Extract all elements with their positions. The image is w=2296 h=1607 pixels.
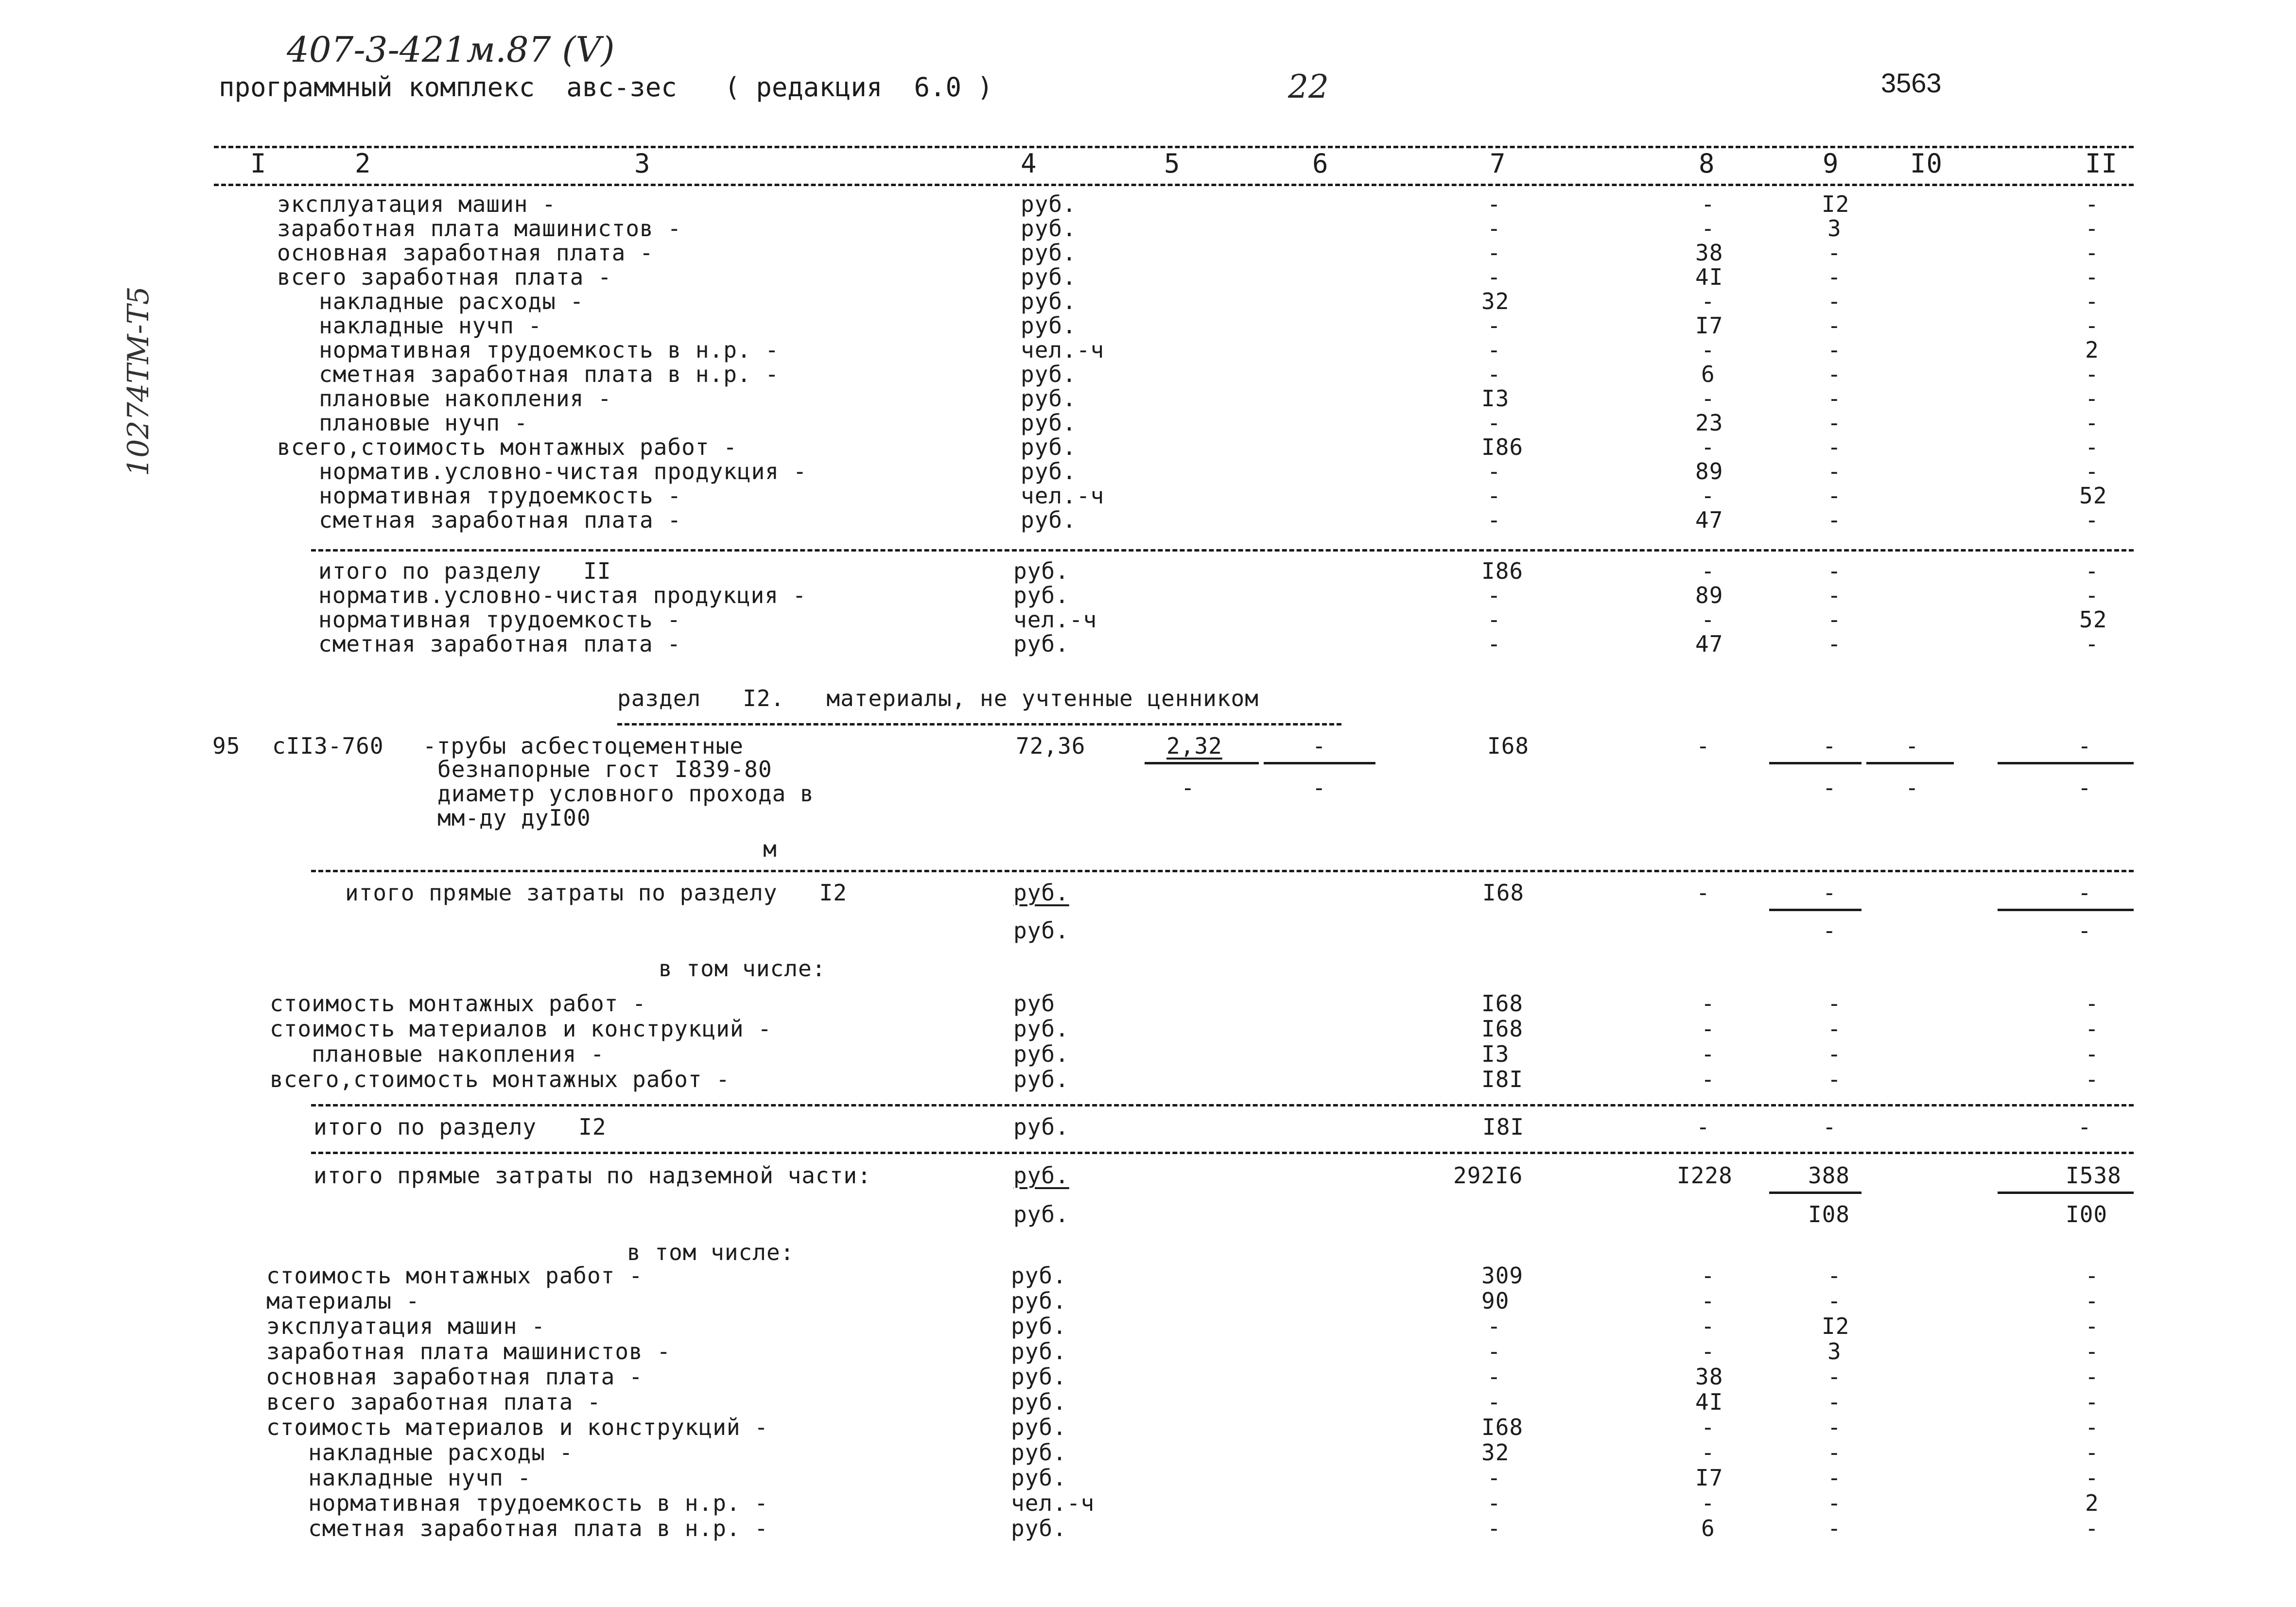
og-cell-c7: 309: [1481, 1262, 1524, 1289]
section-12-direct-unit: руб.: [1013, 880, 1069, 906]
og-cell-c11: -: [2085, 1515, 2099, 1541]
block2-cell-c8: -: [1701, 606, 1715, 633]
block1-cell-label: плановые накопления -: [277, 385, 612, 412]
s12-cell-label: плановые накопления -: [270, 1041, 605, 1067]
og-cell-label: стоимость монтажных работ -: [266, 1262, 643, 1289]
block1-cell-label: нормативная трудоемкость в н.р. -: [277, 337, 779, 363]
s12-cell-label: стоимость материалов и конструкций -: [270, 1016, 772, 1042]
block1-cell-c9: -: [1827, 434, 1842, 460]
block1-cell-label: заработная плата машинистов -: [277, 215, 682, 242]
og-cell-c7: -: [1487, 1490, 1501, 1516]
block1-cell-unit: руб.: [1021, 410, 1077, 436]
og-cell-c9: -: [1827, 1414, 1842, 1440]
block2-cell-label: сметная заработная плата -: [318, 631, 681, 657]
item-code: сII3-760: [272, 733, 384, 759]
overground-unit2: руб.: [1013, 1201, 1069, 1227]
side-mark: 10274ТМ-Т5: [122, 286, 156, 476]
block2-cell-c9: -: [1827, 631, 1842, 657]
block1-cell-c8: 4I: [1695, 264, 1723, 290]
block1-cell-unit: руб.: [1021, 264, 1077, 290]
og-cell-label: нормативная трудоемкость в н.р. -: [266, 1490, 768, 1516]
item-c9-sub: -: [1823, 775, 1837, 801]
column-header-6: 6: [1312, 148, 1329, 179]
block1-cell-c11: -: [2085, 191, 2099, 217]
og-cell-label: стоимость материалов и конструкций -: [266, 1414, 768, 1440]
block1-cell-unit: руб.: [1021, 385, 1077, 412]
block1-cell-c7: -: [1487, 410, 1501, 436]
og-cell-c8: -: [1701, 1439, 1715, 1466]
section-12-total-unit: руб.: [1013, 1114, 1069, 1140]
og-cell-unit: руб.: [1011, 1465, 1067, 1491]
section-12-direct-c9-sub: -: [1823, 917, 1837, 944]
block1-cell-label: накладные нучп -: [277, 312, 542, 339]
section-12-direct-unit2: руб.: [1013, 917, 1069, 944]
og-cell-unit: руб.: [1011, 1414, 1067, 1440]
og-cell-c7: -: [1487, 1465, 1501, 1491]
og-cell-unit: руб.: [1011, 1338, 1067, 1365]
block2-cell-c8: -: [1701, 558, 1715, 584]
section-12-total-label: итого по разделу I2: [313, 1114, 607, 1140]
block1-cell-unit: чел.-ч: [1021, 337, 1105, 363]
block1-cell-c7: I3: [1481, 385, 1510, 412]
table-header-rule: [214, 184, 2134, 186]
og-cell-c11: -: [2085, 1389, 2099, 1415]
s12-cell-c9: -: [1827, 1016, 1842, 1042]
s12-cell-unit: руб.: [1013, 1066, 1069, 1092]
block2-cell-c11: -: [2085, 582, 2099, 608]
column-header-4: 4: [1021, 148, 1037, 179]
og-cell-label: основная заработная плата -: [266, 1364, 643, 1390]
s12-cell-unit: руб.: [1013, 1016, 1069, 1042]
block1-cell-c11: -: [2085, 215, 2099, 242]
block2-cell-label: норматив.условно-чистая продукция -: [318, 582, 807, 608]
item-desc-3: диаметр условного прохода в: [437, 780, 814, 807]
block1-cell-unit: чел.-ч: [1021, 483, 1105, 509]
block2-cell-unit: руб.: [1013, 631, 1069, 657]
item-c9: -: [1823, 733, 1837, 759]
block1-cell-unit: руб.: [1021, 312, 1077, 339]
block1-cell-c8: 6: [1701, 361, 1715, 387]
block2-cell-label: итого по разделу II: [318, 558, 611, 584]
og-cell-c9: -: [1827, 1490, 1842, 1516]
og-cell-unit: чел.-ч: [1011, 1490, 1095, 1516]
section-12-title: раздел I2. материалы, не учтенные ценником: [617, 685, 1259, 711]
block1-cell-c8: 23: [1695, 410, 1723, 436]
og-cell-c7: I68: [1481, 1414, 1524, 1440]
block1-cell-c9: -: [1827, 385, 1842, 412]
block2-cell-c11: 52: [2079, 606, 2107, 633]
block1-cell-c11: -: [2085, 385, 2099, 412]
section-12-direct-c8: -: [1696, 880, 1710, 906]
s12-cell-c8: -: [1701, 990, 1715, 1017]
block1-cell-c9: -: [1827, 264, 1842, 290]
block1-cell-c7: -: [1487, 240, 1501, 266]
block1-cell-unit: руб.: [1021, 361, 1077, 387]
og-cell-c8: -: [1701, 1262, 1715, 1289]
og-cell-label: сметная заработная плата в н.р. -: [266, 1515, 768, 1541]
block1-cell-unit: руб.: [1021, 191, 1077, 217]
overground-c11-rule: [1998, 1192, 2134, 1194]
block1-cell-unit: руб.: [1021, 215, 1077, 242]
block1-cell-c9: -: [1827, 240, 1842, 266]
s12-cell-c9: -: [1827, 990, 1842, 1017]
block1-cell-c8: -: [1701, 337, 1715, 363]
block2-cell-label: нормативная трудоемкость -: [318, 606, 681, 633]
block1-cell-c8: 89: [1695, 458, 1723, 484]
item-c11: -: [2078, 733, 2092, 759]
og-cell-c9: -: [1827, 1515, 1842, 1541]
block1-cell-c8: -: [1701, 483, 1715, 509]
block2-cell-c7: -: [1487, 606, 1501, 633]
og-cell-c11: -: [2085, 1262, 2099, 1289]
block1-cell-label: нормативная трудоемкость -: [277, 483, 682, 509]
program-title: программный комплекс авс-зес ( редакция 6.0 ): [219, 72, 993, 103]
section-12-title-rule: [617, 723, 1341, 726]
block2-cell-unit: руб.: [1013, 558, 1069, 584]
og-cell-c11: 2: [2085, 1490, 2099, 1516]
item-c10-sub: -: [1905, 775, 1919, 801]
block1-cell-c8: I7: [1695, 312, 1723, 339]
og-cell-label: всего заработная плата -: [266, 1389, 601, 1415]
block2-cell-c7: -: [1487, 631, 1501, 657]
block1-cell-label: норматив.условно-чистая продукция -: [277, 458, 807, 484]
og-cell-unit: руб.: [1011, 1439, 1067, 1466]
og-cell-unit: руб.: [1011, 1313, 1067, 1339]
block1-cell-c9: I2: [1822, 191, 1850, 217]
block1-cell-c11: -: [2085, 361, 2099, 387]
column-header-11: II: [2085, 148, 2118, 179]
column-header-10: I0: [1910, 148, 1943, 179]
section-12-total-c7: I8I: [1482, 1114, 1525, 1140]
block2-cell-c7: -: [1487, 582, 1501, 608]
og-cell-c11: -: [2085, 1439, 2099, 1466]
og-cell-c8: 6: [1701, 1515, 1715, 1541]
item-number: 95: [212, 733, 241, 759]
column-header-5: 5: [1164, 148, 1181, 179]
block2-cell-c8: 89: [1695, 582, 1723, 608]
block1-cell-c9: -: [1827, 288, 1842, 314]
block1-cell-c11: -: [2085, 507, 2099, 533]
item-c6: -: [1312, 733, 1326, 759]
block2-cell-c8: 47: [1695, 631, 1723, 657]
block1-cell-label: сметная заработная плата в н.р. -: [277, 361, 779, 387]
block1-cell-c11: -: [2085, 240, 2099, 266]
block1-cell-c11: 2: [2085, 337, 2099, 363]
block2-cell-c9: -: [1827, 558, 1842, 584]
section-12-direct-c9-rule: [1769, 909, 1861, 911]
block1-cell-c8: -: [1701, 385, 1715, 412]
block1-cell-c11: 52: [2079, 483, 2107, 509]
section-12-total-c8: -: [1696, 1114, 1710, 1140]
block1-cell-c7: -: [1487, 483, 1501, 509]
block1-cell-c7: -: [1487, 312, 1501, 339]
section-12-direct-c11-sub: -: [2078, 917, 2092, 944]
block1-cell-c7: -: [1487, 215, 1501, 242]
og-cell-c11: -: [2085, 1338, 2099, 1365]
og-cell-c7: -: [1487, 1338, 1501, 1365]
block2-cell-c9: -: [1827, 606, 1842, 633]
section-12-direct-c7: I68: [1482, 880, 1525, 906]
s12-cell-c7: I8I: [1481, 1066, 1524, 1092]
overground-incl-label: в том числе:: [627, 1239, 795, 1265]
item-unit-m: м: [763, 836, 777, 862]
block1-cell-c8: -: [1701, 288, 1715, 314]
og-cell-c9: 3: [1827, 1338, 1842, 1365]
og-cell-c7: -: [1487, 1515, 1501, 1541]
s12-cell-c7: I68: [1481, 990, 1524, 1017]
block1-cell-label: всего,стоимость монтажных работ -: [277, 434, 737, 460]
block1-cell-c7: -: [1487, 361, 1501, 387]
block1-cell-c7: I86: [1481, 434, 1524, 460]
og-cell-label: эксплуатация машин -: [266, 1313, 545, 1339]
block1-cell-c8: 47: [1695, 507, 1723, 533]
s12-cell-c8: -: [1701, 1041, 1715, 1067]
block1-cell-c11: -: [2085, 264, 2099, 290]
og-cell-c8: I7: [1695, 1465, 1723, 1491]
block1-cell-c11: -: [2085, 458, 2099, 484]
og-cell-c8: -: [1701, 1313, 1715, 1339]
block1-cell-c9: -: [1827, 361, 1842, 387]
item-c5-rule: [1145, 762, 1259, 764]
s12-cell-c7: I68: [1481, 1016, 1524, 1042]
block1-cell-unit: руб.: [1021, 434, 1077, 460]
section-12-total-c11: -: [2078, 1114, 2092, 1140]
s12-cell-c11: -: [2085, 990, 2099, 1017]
s12-cell-label: всего,стоимость монтажных работ -: [270, 1066, 730, 1092]
section-12-total-c9: -: [1823, 1114, 1837, 1140]
og-cell-c11: -: [2085, 1465, 2099, 1491]
og-cell-c9: -: [1827, 1262, 1842, 1289]
og-cell-c11: -: [2085, 1414, 2099, 1440]
overground-label: итого прямые затраты по надземной части:: [313, 1162, 871, 1189]
column-header-1: I: [250, 148, 267, 179]
item-c7: I68: [1487, 733, 1530, 759]
block1-cell-c8: 38: [1695, 240, 1723, 266]
block1-cell-label: плановые нучп -: [277, 410, 528, 436]
block1-cell-c8: -: [1701, 215, 1715, 242]
column-header-2: 2: [355, 148, 371, 179]
block1-cell-c9: 3: [1827, 215, 1842, 242]
og-cell-c7: -: [1487, 1389, 1501, 1415]
og-cell-c7: -: [1487, 1313, 1501, 1339]
section-12-items-rule: [311, 870, 2134, 872]
s12-cell-c11: -: [2085, 1066, 2099, 1092]
s12-cell-c11: -: [2085, 1041, 2099, 1067]
item-desc-2: безнапорные гост I839-80: [437, 756, 772, 782]
block2-cell-c9: -: [1827, 582, 1842, 608]
og-cell-unit: руб.: [1011, 1389, 1067, 1415]
block1-cell-c7: -: [1487, 337, 1501, 363]
column-header-9: 9: [1823, 148, 1839, 179]
og-cell-unit: руб.: [1011, 1515, 1067, 1541]
column-header-3: 3: [634, 148, 651, 179]
block1-cell-c11: -: [2085, 288, 2099, 314]
s12-cell-c9: -: [1827, 1066, 1842, 1092]
block1-cell-unit: руб.: [1021, 240, 1077, 266]
block1-cell-unit: руб.: [1021, 458, 1077, 484]
og-cell-c8: -: [1701, 1414, 1715, 1440]
item-c11-sub: -: [2078, 775, 2092, 801]
handwritten-code: 407-3-421м.87 (V): [287, 29, 615, 70]
block1-cell-c9: -: [1827, 312, 1842, 339]
block1-cell-c7: 32: [1481, 288, 1510, 314]
block1-cell-label: сметная заработная плата -: [277, 507, 682, 533]
block1-cell-label: всего заработная плата -: [277, 264, 612, 290]
item-c10: -: [1905, 733, 1919, 759]
overground-c9: 388: [1808, 1162, 1850, 1189]
og-cell-c8: -: [1701, 1338, 1715, 1365]
og-cell-c7: 32: [1481, 1439, 1510, 1466]
s12-cell-c11: -: [2085, 1016, 2099, 1042]
overground-c7: 292I6: [1453, 1162, 1523, 1189]
item-c5: 2,32: [1166, 733, 1222, 759]
block1-cell-c9: -: [1827, 410, 1842, 436]
section-12-incl-label: в том числе:: [659, 955, 826, 982]
overground-unit: руб.: [1013, 1162, 1069, 1189]
s12-cell-label: стоимость монтажных работ -: [270, 990, 646, 1017]
block1-cell-c7: -: [1487, 264, 1501, 290]
item-c8: -: [1696, 733, 1710, 759]
s12-cell-unit: руб.: [1013, 1041, 1069, 1067]
section-12-direct-c11-rule: [1998, 909, 2134, 911]
og-cell-label: накладные расходы -: [266, 1439, 574, 1466]
og-cell-c11: -: [2085, 1288, 2099, 1314]
block1-cell-label: эксплуатация машин -: [277, 191, 556, 217]
block1-cell-c9: -: [1827, 507, 1842, 533]
item-desc-1: -трубы асбестоцементные: [423, 733, 744, 759]
og-cell-c8: -: [1701, 1288, 1715, 1314]
overground-c8: I228: [1677, 1162, 1733, 1189]
item-c6-rule: [1264, 762, 1375, 764]
block2-cell-unit: руб.: [1013, 582, 1069, 608]
og-cell-unit: руб.: [1011, 1364, 1067, 1390]
block1-cell-label: основная заработная плата -: [277, 240, 654, 266]
og-cell-c7: 90: [1481, 1288, 1510, 1314]
item-c10-rule: [1866, 762, 1954, 764]
section-12-rows-rule: [311, 1104, 2134, 1106]
block1-cell-c8: -: [1701, 434, 1715, 460]
og-cell-c9: -: [1827, 1288, 1842, 1314]
og-cell-label: материалы -: [266, 1288, 420, 1314]
overground-c9b: I08: [1808, 1201, 1850, 1227]
section-12-direct-c9: -: [1823, 880, 1837, 906]
og-cell-unit: руб.: [1011, 1262, 1067, 1289]
og-cell-c9: -: [1827, 1389, 1842, 1415]
overground-c11: I538: [2066, 1162, 2122, 1189]
block-1-rule: [311, 549, 2134, 552]
og-cell-label: накладные нучп -: [266, 1465, 532, 1491]
sheet-number: 3563: [1881, 68, 1942, 98]
block1-cell-c9: -: [1827, 483, 1842, 509]
item-c11-rule: [1998, 762, 2134, 764]
block2-cell-c11: -: [2085, 558, 2099, 584]
item-c6-sub: -: [1312, 775, 1326, 801]
s12-cell-unit: руб: [1013, 990, 1056, 1017]
block2-cell-c11: -: [2085, 631, 2099, 657]
block1-cell-c7: -: [1487, 507, 1501, 533]
block1-cell-unit: руб.: [1021, 507, 1077, 533]
og-cell-c9: -: [1827, 1465, 1842, 1491]
section-12-total-rule: [311, 1152, 2134, 1154]
block1-cell-c9: -: [1827, 458, 1842, 484]
item-c5-sub: -: [1181, 775, 1195, 801]
block1-cell-unit: руб.: [1021, 288, 1077, 314]
overground-c11b: I00: [2066, 1201, 2108, 1227]
block2-cell-unit: чел.-ч: [1013, 606, 1097, 633]
og-cell-c8: 38: [1695, 1364, 1723, 1390]
og-cell-c8: 4I: [1695, 1389, 1723, 1415]
block1-cell-c8: -: [1701, 191, 1715, 217]
column-header-7: 7: [1490, 148, 1506, 179]
column-header-8: 8: [1699, 148, 1715, 179]
s12-cell-c9: -: [1827, 1041, 1842, 1067]
og-cell-c11: -: [2085, 1313, 2099, 1339]
block1-cell-c7: -: [1487, 458, 1501, 484]
section-12-direct-c11: -: [2078, 880, 2092, 906]
section-12-direct-label: итого прямые затраты по разделу I2: [345, 880, 847, 906]
og-cell-label: заработная плата машинистов -: [266, 1338, 671, 1365]
block1-cell-c11: -: [2085, 312, 2099, 339]
item-desc-4: мм-ду дуI00: [437, 805, 591, 831]
og-cell-c9: -: [1827, 1364, 1842, 1390]
overground-c9-rule: [1769, 1192, 1861, 1194]
block1-cell-label: накладные расходы -: [277, 288, 584, 314]
s12-cell-c8: -: [1701, 1016, 1715, 1042]
s12-cell-c7: I3: [1481, 1041, 1510, 1067]
s12-cell-c8: -: [1701, 1066, 1715, 1092]
og-cell-c11: -: [2085, 1364, 2099, 1390]
block1-cell-c11: -: [2085, 434, 2099, 460]
og-cell-unit: руб.: [1011, 1288, 1067, 1314]
og-cell-c9: I2: [1822, 1313, 1850, 1339]
item-c9-rule: [1769, 762, 1861, 764]
page-number: 22: [1288, 68, 1329, 105]
block1-cell-c11: -: [2085, 410, 2099, 436]
block2-cell-c7: I86: [1481, 558, 1524, 584]
block1-cell-c7: -: [1487, 191, 1501, 217]
og-cell-c7: -: [1487, 1364, 1501, 1390]
og-cell-c8: -: [1701, 1490, 1715, 1516]
block1-cell-c9: -: [1827, 337, 1842, 363]
og-cell-c9: -: [1827, 1439, 1842, 1466]
item-c4: 72,36: [1016, 733, 1086, 759]
